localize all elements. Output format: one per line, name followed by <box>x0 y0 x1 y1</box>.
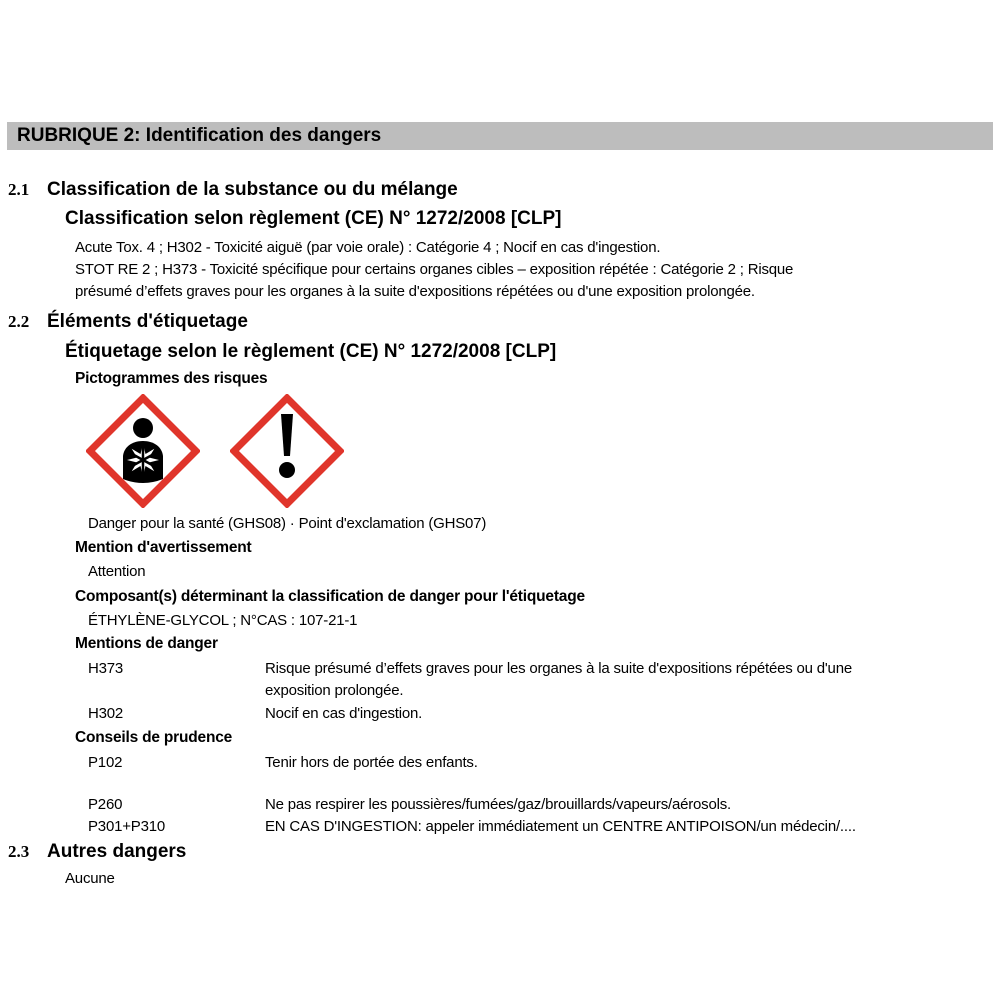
precaution-code: P260 <box>88 796 123 813</box>
hazard-code: H373 <box>88 660 124 677</box>
section-2-2-heading-row <box>0 310 1000 334</box>
determining-component: ÉTHYLÈNE-GLYCOL ; N°CAS : 107-21-1 <box>88 612 358 629</box>
section-header-title: RUBRIQUE 2: Identification des dangers <box>17 125 382 146</box>
section-header-bar <box>7 122 993 150</box>
precaution-code: P102 <box>88 754 123 771</box>
hazard-statements-heading: Mentions de danger <box>75 635 218 652</box>
hazard-statement-row <box>88 658 1000 702</box>
signal-word: Attention <box>88 563 146 580</box>
hazard-text-line: Nocif en cas d'ingestion. <box>265 705 423 722</box>
section-2-3-number: 2.3 <box>8 842 30 861</box>
classification-line: STOT RE 2 ; H373 - Toxicité spécifique pour certains organes cibles – exposition répétée : Catégorie 2 ; Risque <box>75 261 794 278</box>
section-2-3-heading-row <box>0 840 1000 864</box>
section-2-1-heading-row <box>0 178 1000 202</box>
section-2-2-title: Éléments d'étiquetage <box>47 311 248 332</box>
section-2-1-number: 2.1 <box>8 180 30 199</box>
ghs07-exclamation-icon <box>230 394 344 508</box>
classification-regulation-subheading: Classification selon règlement (CE) N° 1272/2008 [CLP] <box>65 208 562 229</box>
precaution-text: EN CAS D'INGESTION: appeler immédiatement un CENTRE ANTIPOISON/un médecin/.... <box>265 818 856 835</box>
hazard-text <box>265 658 1000 702</box>
pictograms-heading: Pictogrammes des risques <box>75 370 268 387</box>
determining-components-heading: Composant(s) déterminant la classification de danger pour l'étiquetage <box>75 588 585 605</box>
precaution-text: Tenir hors de portée des enfants. <box>265 754 478 771</box>
hazard-text-line: Risque présumé d’effets graves pour les organes à la suite d'expositions répétées ou d'une <box>265 660 852 677</box>
signal-word-heading: Mention d'avertissement <box>75 539 252 556</box>
precautionary-statements-heading: Conseils de prudence <box>75 729 233 746</box>
precaution-code: P301+P310 <box>88 818 166 835</box>
section-2-1-title: Classification de la substance ou du mélange <box>47 179 458 200</box>
labelling-regulation-subheading: Étiquetage selon le règlement (CE) N° 1272/2008 [CLP] <box>65 341 557 362</box>
hazard-statement-row <box>88 703 1000 725</box>
precaution-statement-row <box>88 816 1000 838</box>
ghs08-health-hazard-icon <box>86 394 200 508</box>
classification-line: Acute Tox. 4 ; H302 - Toxicité aiguë (par voie orale) : Catégorie 4 ; Nocif en cas d'ingestion. <box>75 239 661 256</box>
classification-paragraph <box>0 237 1000 303</box>
hazard-pictograms <box>86 394 1000 508</box>
hazard-code: H302 <box>88 705 124 722</box>
classification-line: présumé d’effets graves pour les organes à la suite d'expositions répétées ou d'une exposition prolongée. <box>75 283 755 300</box>
pictogram-caption: Danger pour la santé (GHS08) · Point d'exclamation (GHS07) <box>88 515 487 532</box>
hazard-text-line: exposition prolongée. <box>265 682 404 699</box>
precaution-text: Ne pas respirer les poussières/fumées/gaz/brouillards/vapeurs/aérosols. <box>265 796 732 813</box>
section-2-2-number: 2.2 <box>8 312 30 331</box>
precaution-statement-row <box>88 752 1000 774</box>
other-hazards-text: Aucune <box>65 870 115 887</box>
precaution-statement-row <box>88 794 1000 816</box>
section-2-3-title: Autres dangers <box>47 841 187 862</box>
